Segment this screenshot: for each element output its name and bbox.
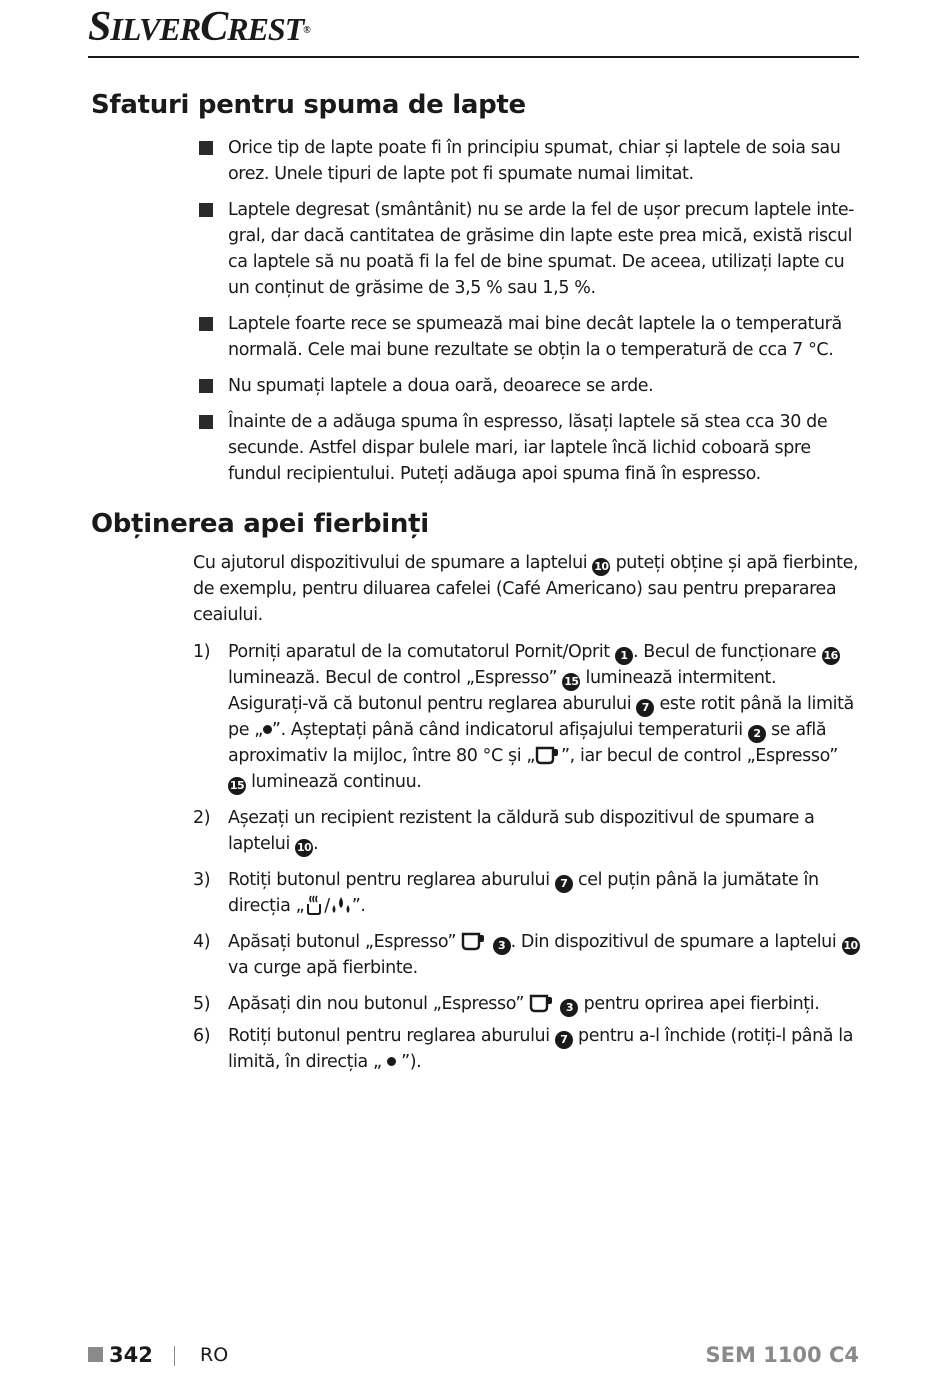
footer-square-icon bbox=[88, 1347, 103, 1362]
bullet-square-icon bbox=[199, 415, 213, 429]
section-title-hot-water: Obținerea apei fierbinți bbox=[91, 509, 429, 539]
list-item: Laptele foarte rece se spumează mai bine decât laptele la o temperatură normală. Cele mai bune rezultate se obțin la o temperatură de cca 7 °C. bbox=[199, 311, 861, 363]
page-footer bbox=[88, 1340, 859, 1370]
step-item: 5) Apăsați din nou butonul „Espresso” 3 pentru oprirea apei fierbinți. bbox=[193, 991, 861, 1017]
hot-water-steps bbox=[193, 639, 861, 1085]
steam-off-dot-icon bbox=[387, 1057, 396, 1066]
step-item: 3) Rotiți butonul pentru reglarea aburului 7 cel puțin până la jumătate în direcția „ / ”. bbox=[193, 870, 819, 916]
callout-3-icon: 3 bbox=[560, 999, 578, 1017]
steam-off-dot-icon bbox=[263, 725, 272, 734]
step-item: 2) Așezați un recipient rezistent la căldură sub dispozitivul de spumare a laptelui 10 . bbox=[193, 805, 861, 857]
language-code: RO bbox=[200, 1344, 229, 1366]
section-title-milk-foam-tips: Sfaturi pentru spuma de lapte bbox=[91, 90, 526, 120]
callout-10-icon: 10 bbox=[295, 839, 313, 857]
espresso-cup-icon bbox=[461, 931, 487, 951]
hot-water-intro: Cu ajutorul dispozitivului de spumare a laptelui 10 puteți obține și apă fierbinte, de exemplu, pentru diluarea cafelei (Café Americano) sau pentru prepararea ceaiului. bbox=[193, 553, 859, 625]
callout-10-icon: 10 bbox=[592, 558, 610, 576]
bullet-square-icon bbox=[199, 379, 213, 393]
page-number: 342 bbox=[109, 1343, 153, 1367]
espresso-cup-icon bbox=[535, 745, 561, 765]
step-item: 4) Apăsați butonul „Espresso” 3 . Din dispozitivul de spumare a laptelui 10 va curge apă fierbinte. bbox=[193, 932, 858, 978]
list-item: Nu spumați laptele a doua oară, deoarece se arde. bbox=[199, 373, 861, 399]
model-number: SEM 1100 C4 bbox=[705, 1343, 859, 1367]
hot-water-drops-icon bbox=[330, 895, 352, 915]
silvercrest-logo: SILVERCREST® bbox=[88, 4, 310, 50]
callout-7-icon: 7 bbox=[555, 1031, 573, 1049]
footer-divider bbox=[174, 1346, 175, 1366]
callout-1-icon: 1 bbox=[615, 647, 633, 665]
callout-15-icon: 15 bbox=[228, 777, 246, 795]
milk-foam-tips-list bbox=[199, 135, 861, 497]
bullet-square-icon bbox=[199, 317, 213, 331]
espresso-cup-icon bbox=[529, 993, 555, 1013]
callout-2-icon: 2 bbox=[748, 725, 766, 743]
callout-7-icon: 7 bbox=[636, 699, 654, 717]
callout-15-icon: 15 bbox=[562, 673, 580, 691]
list-item: Înainte de a adăuga spuma în espresso, lăsați laptele să stea cca 30 de secunde. Astfel dispar bulele mari, iar laptele încă lichid coboară spre fundul recipientului. Puteți adăuga apoi spuma fină în espresso. bbox=[199, 409, 861, 487]
callout-10-icon: 10 bbox=[842, 937, 860, 955]
list-item: Laptele degresat (smântânit) nu se arde la fel de ușor precum laptele inte-gral, dar dacă cantitatea de grăsime din lapte este prea mică, există riscul ca laptele să nu poată fi la fel de bine spumat. De aceea, utilizați lapte cu un conținut de grăsime de 3,5 % sau 1,5 %. bbox=[199, 197, 861, 301]
callout-3-icon: 3 bbox=[493, 937, 511, 955]
bullet-square-icon bbox=[199, 203, 213, 217]
steam-icon bbox=[304, 895, 324, 915]
step-item: 6) Rotiți butonul pentru reglarea aburului 7 pentru a-l închide (rotiți-l până la limită, în direcția „ ”). bbox=[193, 1026, 854, 1072]
callout-16-icon: 16 bbox=[822, 647, 840, 665]
header-rule bbox=[88, 56, 859, 58]
bullet-square-icon bbox=[199, 141, 213, 155]
list-item: Orice tip de lapte poate fi în principiu spumat, chiar și laptele de soia sau orez. Unele tipuri de lapte pot fi spumate numai limitat. bbox=[199, 135, 861, 187]
step-item: 1) Porniți aparatul de la comutatorul Pornit/Oprit 1 . Becul de funcționare 16 luminează. Becul de control „Espresso” 15 luminează intermitent. Asigurați-vă că butonul pentru reglarea aburului 7 este rotit până la limită pe „ ”. Așteptați până când indicatorul afișajului temperaturii 2 se află aproximativ la mijloc, între 80 °C și „ ”, iar becul de control „Espresso” 15 luminează continuu. bbox=[193, 639, 861, 795]
callout-7-icon: 7 bbox=[555, 875, 573, 893]
